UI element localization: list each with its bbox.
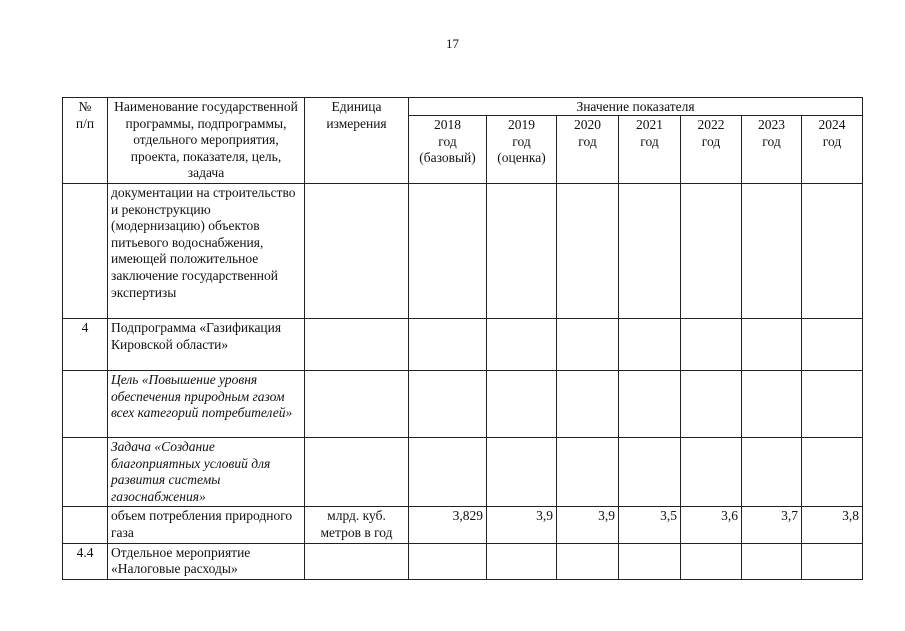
row-value-4 xyxy=(681,318,742,370)
row-value-2 xyxy=(557,437,619,506)
row-value-6: 3,8 xyxy=(802,507,863,543)
row-value-5 xyxy=(742,183,802,318)
table-body xyxy=(63,183,863,579)
table-row xyxy=(63,370,863,437)
header-unit: Единица измерения xyxy=(305,98,409,184)
row-unit xyxy=(305,318,409,370)
row-value-3 xyxy=(619,318,681,370)
header-year-3: 2021 год xyxy=(619,116,681,184)
row-num: 4.4 xyxy=(63,543,108,579)
row-value-0 xyxy=(409,370,487,437)
row-value-3 xyxy=(619,370,681,437)
row-name: Задача «Создание благоприятных условий для развития системы газоснабжения» xyxy=(108,437,305,506)
row-value-2 xyxy=(557,183,619,318)
row-unit: млрд. куб. метров в год xyxy=(305,507,409,543)
row-value-4: 3,6 xyxy=(681,507,742,543)
row-value-0 xyxy=(409,437,487,506)
row-value-5 xyxy=(742,437,802,506)
row-value-3: 3,5 xyxy=(619,507,681,543)
table-row xyxy=(63,543,863,579)
row-value-3 xyxy=(619,437,681,506)
row-name: объем потребления природного газа xyxy=(108,507,305,543)
row-value-5 xyxy=(742,318,802,370)
header-year-4: 2022 год xyxy=(681,116,742,184)
row-value-2: 3,9 xyxy=(557,507,619,543)
row-name: Отдельное мероприятие «Налоговые расходы» xyxy=(108,543,305,579)
header-year-0: 2018 год (базовый) xyxy=(409,116,487,184)
row-value-2 xyxy=(557,543,619,579)
row-value-1: 3,9 xyxy=(487,507,557,543)
header-values-group: Значение показателя xyxy=(409,98,863,116)
row-unit xyxy=(305,543,409,579)
row-num xyxy=(63,507,108,543)
row-num: 4 xyxy=(63,318,108,370)
row-value-3 xyxy=(619,183,681,318)
row-value-4 xyxy=(681,543,742,579)
row-num xyxy=(63,437,108,506)
row-value-6 xyxy=(802,318,863,370)
page-number: 17 xyxy=(446,36,459,51)
header-row xyxy=(63,98,863,116)
header-num: № п/п xyxy=(63,98,108,184)
row-unit xyxy=(305,437,409,506)
row-value-2 xyxy=(557,370,619,437)
row-value-5 xyxy=(742,370,802,437)
row-value-0 xyxy=(409,543,487,579)
row-name: Цель «Повышение уровня обеспечения природным газом всех категорий потребителей» xyxy=(108,370,305,437)
row-value-0: 3,829 xyxy=(409,507,487,543)
table-row xyxy=(63,507,863,543)
row-name: документации на строительство и реконструкцию (модернизацию) объектов питьевого водоснабжения, имеющей положительное заключение государственной экспертизы xyxy=(108,183,305,318)
row-value-1 xyxy=(487,370,557,437)
row-name: Подпрограмма «Газификация Кировской области» xyxy=(108,318,305,370)
row-value-1 xyxy=(487,183,557,318)
row-value-6 xyxy=(802,437,863,506)
row-value-0 xyxy=(409,183,487,318)
row-value-2 xyxy=(557,318,619,370)
row-unit xyxy=(305,183,409,318)
header-year-5: 2023 год xyxy=(742,116,802,184)
row-unit xyxy=(305,370,409,437)
indicators-table xyxy=(62,97,863,580)
table-row xyxy=(63,318,863,370)
row-value-5: 3,7 xyxy=(742,507,802,543)
row-num xyxy=(63,370,108,437)
row-value-0 xyxy=(409,318,487,370)
row-value-1 xyxy=(487,543,557,579)
header-year-1: 2019 год (оценка) xyxy=(487,116,557,184)
row-value-4 xyxy=(681,437,742,506)
row-value-1 xyxy=(487,437,557,506)
header-year-2: 2020 год xyxy=(557,116,619,184)
row-value-6 xyxy=(802,370,863,437)
row-value-1 xyxy=(487,318,557,370)
table-row xyxy=(63,183,863,318)
table-row xyxy=(63,437,863,506)
row-value-3 xyxy=(619,543,681,579)
header-name: Наименование государственной программы, подпрограммы, отдельного мероприятия, проекта, показателя, цель, задача xyxy=(108,98,305,184)
header-year-6: 2024 год xyxy=(802,116,863,184)
row-num xyxy=(63,183,108,318)
row-value-6 xyxy=(802,543,863,579)
row-value-5 xyxy=(742,543,802,579)
row-value-4 xyxy=(681,183,742,318)
row-value-6 xyxy=(802,183,863,318)
row-value-4 xyxy=(681,370,742,437)
